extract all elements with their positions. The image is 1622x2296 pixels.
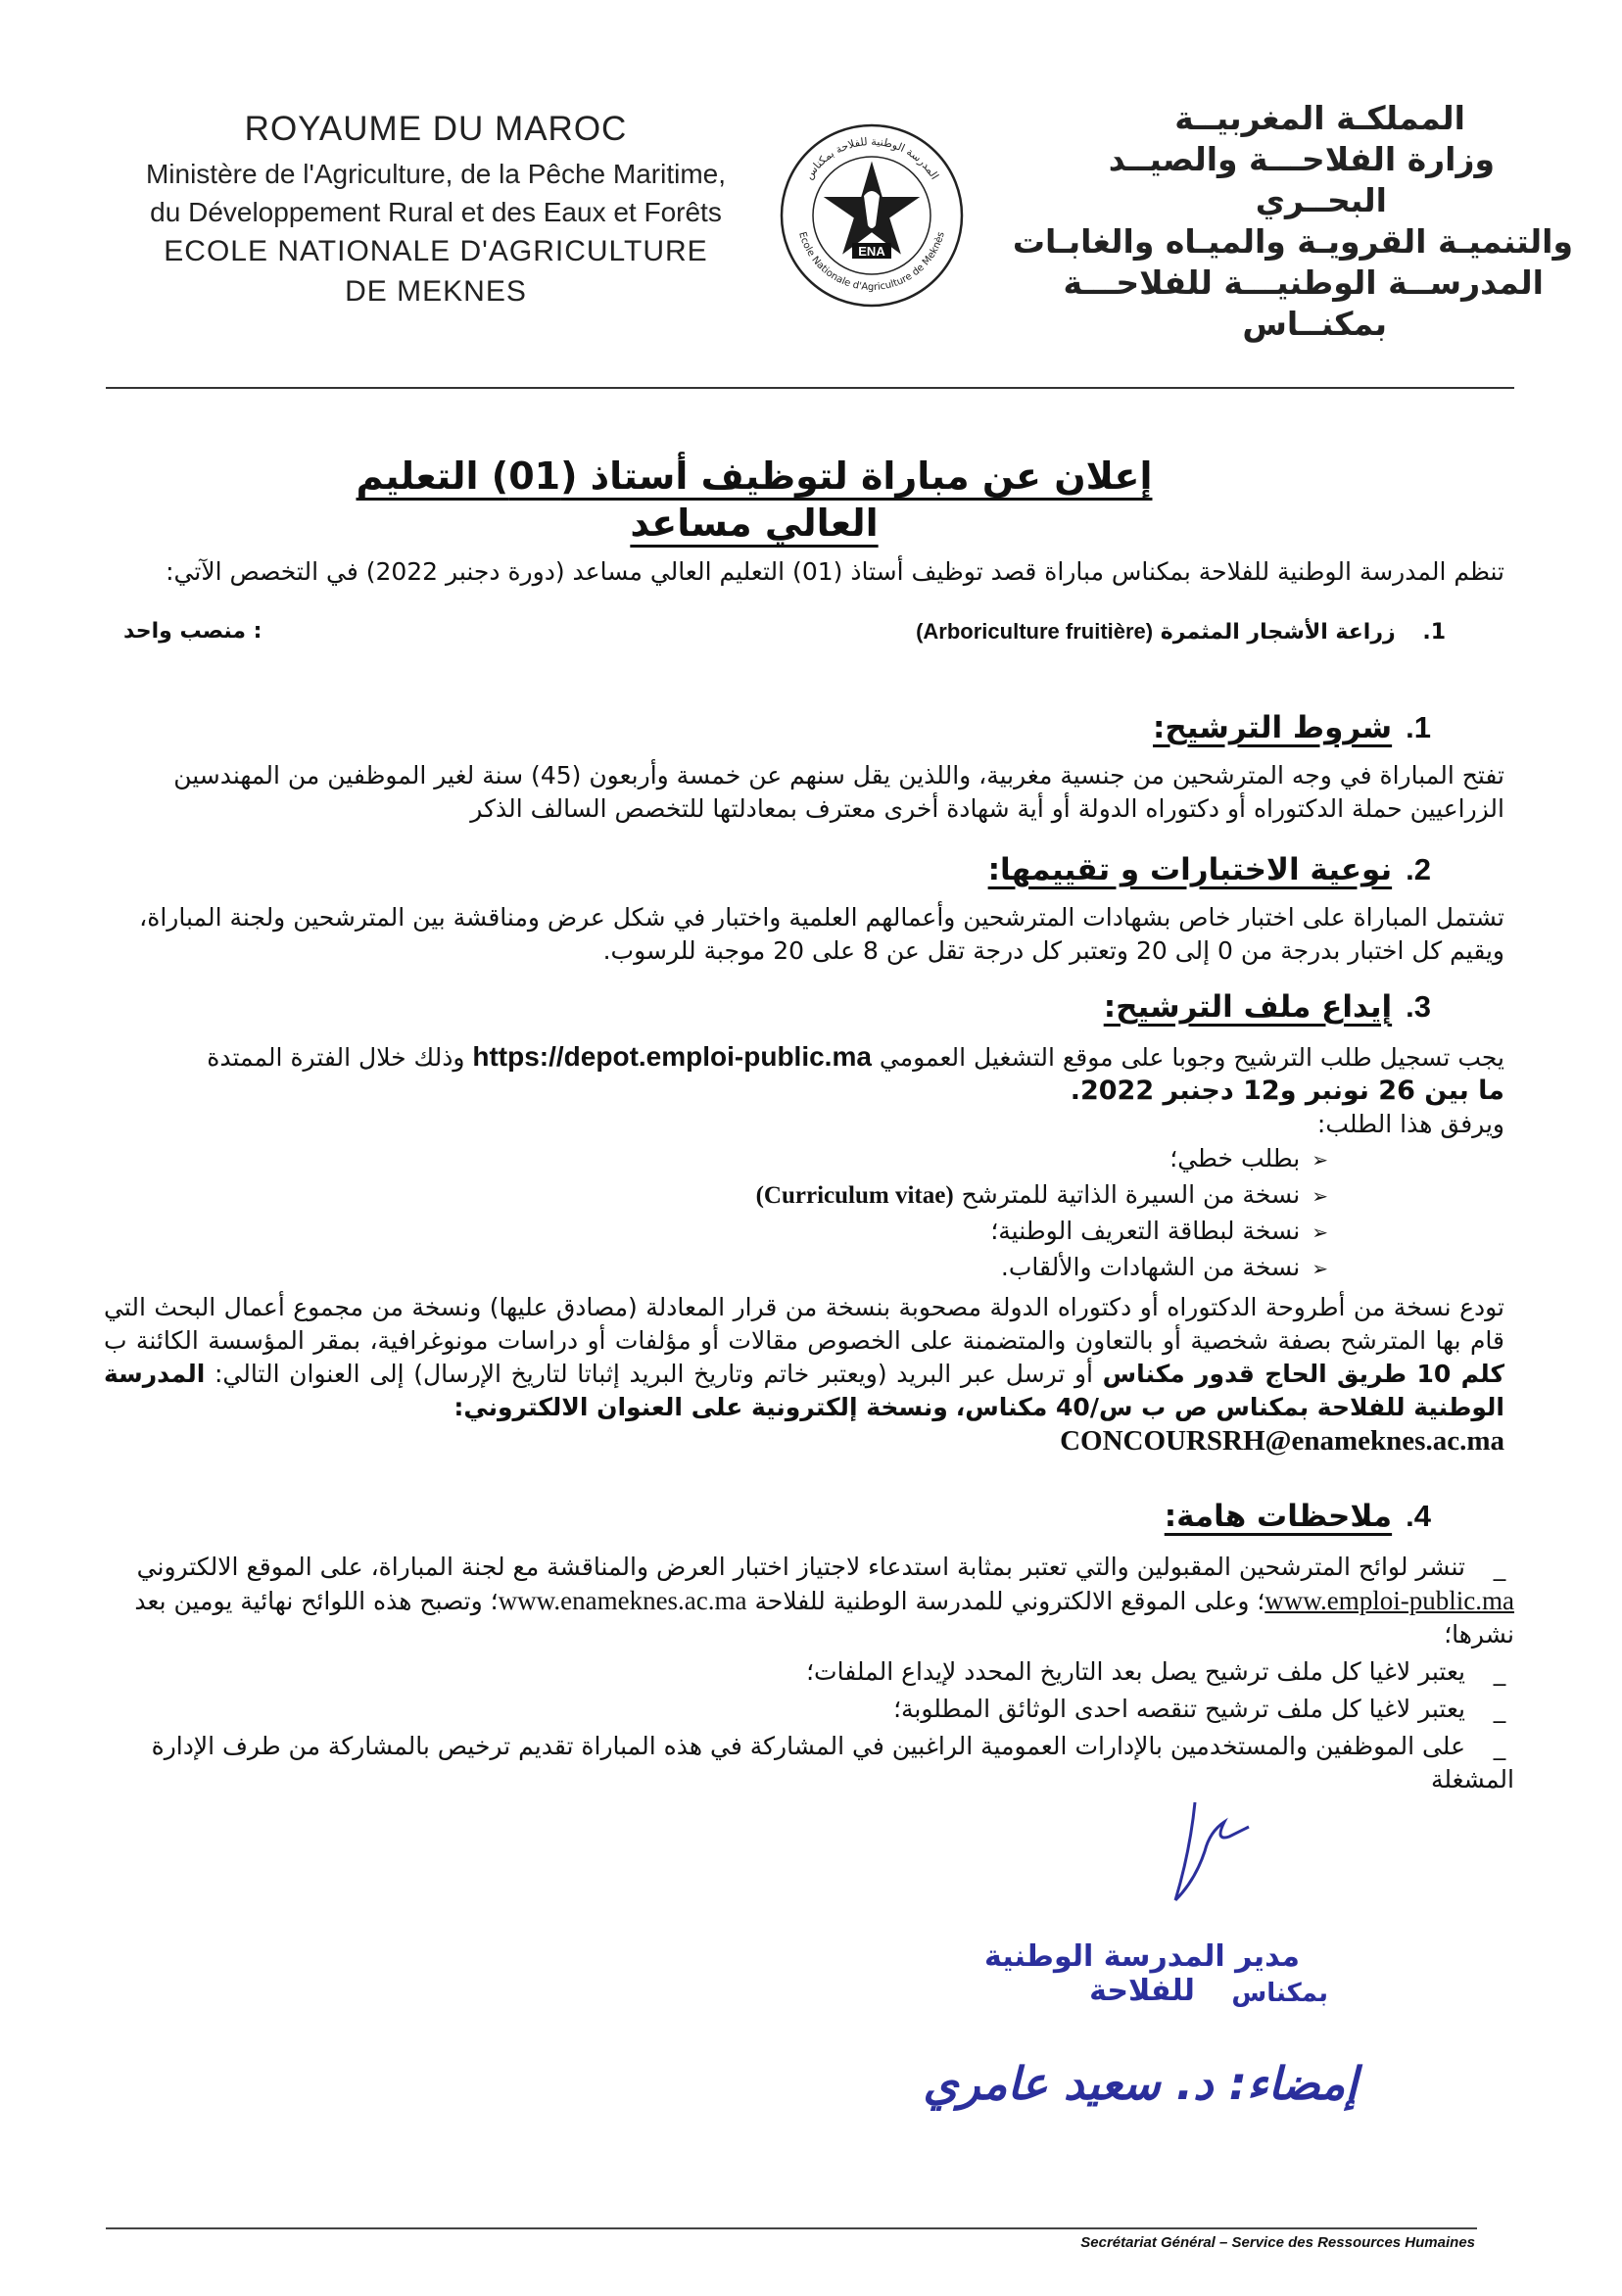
section-3-number: 3. [1406, 989, 1431, 1024]
specialty-name-fr: (Arboriculture fruitière) [916, 619, 1154, 644]
list-item: _يعتبر لاغيا كل ملف ترشيح يصل بعد التاريخ المحدد لإيداع الملفات؛ [104, 1655, 1514, 1689]
school-ar-line2: بمكنــاس [1242, 305, 1387, 343]
ministry-fr-line2: du Développement Rural et des Eaux et Forêts [150, 197, 722, 227]
list-item: _على الموظفين والمستخدمين بالإدارات العمومية الراغبين في المشاركة في هذه المباراة تقديم ترخيص بالمشاركة من طرف الإدارة المشغلة [151, 1732, 1514, 1794]
specialty-number: 1. [1422, 620, 1446, 645]
section-2-title: نوعية الاختبارات و تقييمها: [987, 852, 1393, 887]
section-2-heading [988, 852, 1431, 887]
ena-seal-icon [774, 118, 970, 313]
application-period: ما بين 26 نونبر و12 دجنبر 2022. [1070, 1076, 1504, 1106]
section-3-body-b: وذلك خلال الفترة الممتدة [207, 1043, 465, 1072]
section-3-heading [1104, 989, 1431, 1025]
logo-abbr: ENA [858, 244, 885, 259]
ministry-ar-line2: البحــري [1255, 181, 1387, 219]
school-fr-line1: ECOLE NATIONALE D'AGRICULTURE [164, 235, 708, 267]
header-divider [106, 387, 1514, 389]
deposit-paragraph [104, 1291, 1504, 1459]
footer-divider [106, 2227, 1477, 2229]
deposit-text-2: أو ترسل عبر البريد (ويعتبر خاتم وتاريخ البريد إثباتا لتاريخ الإرسال) إلى العنوان التالي: [214, 1360, 1093, 1388]
svg-text:Ecole Nationale d'Agriculture: Ecole Nationale d'Agriculture de Meknès [796, 230, 947, 294]
signature-scribble-icon [1156, 1793, 1273, 1920]
section-3-body-a: يجب تسجيل طلب الترشيح وجوبا على موقع التشغيل العمومي [879, 1043, 1504, 1072]
ena-logo [774, 118, 970, 313]
ministry-ar-line3: والتنميـة القرويـة والميـاه والغابـات [1012, 222, 1573, 261]
attach-intro: ويرفق هذا الطلب: [1316, 1110, 1504, 1138]
list-item: ➢ بطلب خطي؛ [447, 1141, 1328, 1177]
list-item: _يعتبر لاغيا كل ملف ترشيح تنقصه احدى الوثائق المطلوبة؛ [104, 1693, 1514, 1726]
stamp-line2: بمكناس [1231, 1979, 1328, 2008]
list-item: ➢ نسخة من الشهادات والألقاب. [447, 1250, 1328, 1286]
footer-part2: Service des Ressources Humaines [1231, 2234, 1475, 2251]
attachments-list [447, 1141, 1328, 1286]
postal-address: المدرسة الوطنية للفلاحة بمكناس ص ب س/40 مكناس، [104, 1360, 1504, 1421]
contact-email[interactable]: CONCOURSRH@enameknes.ac.ma [1060, 1425, 1504, 1457]
footer-part1: Secrétariat Général [1080, 2234, 1216, 2251]
section-4-heading [1165, 1499, 1431, 1534]
signature-name: إمضاء: د. سعيد عامري [923, 2057, 1358, 2110]
section-1-body: تفتح المباراة في وجه المترشحين من جنسية مغربية، واللذين يقل سنهم عن خمسة وأربعون (45) سنة لغير الموظفين من المهندسين الزراعيين حملة الدكتوراه أو دكتوراه الدولة أو أية شهادة أخرى معترف بمعادلتها للتخصص السالف الذكر [173, 761, 1504, 823]
dash-icon: _ [1493, 1657, 1506, 1686]
section-3-body [104, 1040, 1504, 1141]
email-intro: ونسخة إلكترونية على العنوان الالكتروني: [453, 1393, 948, 1421]
section-1-number: 1. [1406, 710, 1431, 744]
deposit-text-1: تودع نسخة من أطروحة الدكتوراه أو دكتوراه الدولة مصحوبة بنسخة من قرار المعادلة (مصادق عليها) ونسخة من مجموع أعمال البحث التي قام بها المترشح بصفة شخصية أو بالتعاون والمتضمنة على الخصوص مقالات أو مؤلفات أو دراسات مونوغرافية، بمقر المؤسسة الكائنة ب [104, 1293, 1504, 1355]
specialty-row [123, 619, 1446, 645]
intro-text: تنظم المدرسة الوطنية للفلاحة بمكناس مباراة قصد توظيف أستاذ (01) التعليم العالي مساعد (دورة دجنبر 2022) في التخصص الآتي: [166, 557, 1504, 586]
notes-list [104, 1551, 1514, 1796]
section-1-title: شروط الترشيح: [1153, 710, 1393, 745]
emploi-public-link[interactable]: www.emploi-public.ma [1264, 1586, 1514, 1615]
section-4-title: ملاحظات هامة: [1164, 1499, 1393, 1534]
stamp-line1: مدير المدرسة الوطنية للفلاحة [984, 1939, 1300, 2008]
footer-sep: – [1215, 2234, 1232, 2251]
footer [1080, 2234, 1475, 2251]
ministry-fr-line1: Ministère de l'Agriculture, de la Pêche Maritime, [145, 159, 727, 189]
section-2-number: 2. [1406, 852, 1431, 886]
dash-icon: _ [1493, 1553, 1506, 1581]
depot-url[interactable]: https://depot.emploi-public.ma [472, 1041, 872, 1072]
section-3-title: إيداع ملف الترشيح: [1103, 989, 1393, 1025]
header-french [103, 110, 769, 311]
section-4-number: 4. [1406, 1499, 1431, 1533]
enameknes-link[interactable]: www.enameknes.ac.ma [498, 1586, 747, 1615]
specialty-name-ar: زراعة الأشجار المثمرة [1160, 620, 1396, 645]
ministry-ar-line1: وزارة الفلاحـــة والصيــد [1108, 140, 1495, 178]
section-1-heading [1153, 710, 1431, 745]
svg-text:المدرسة الوطنية للفلاحة بمكناس: المدرسة الوطنية للفلاحة بمكناس [802, 134, 941, 182]
kingdom-ar: المملكـة المغربيــة [1174, 99, 1465, 137]
cv-label: (Curriculum vitae) [755, 1182, 954, 1209]
page-title: إعلان عن مباراة لتوظيف أستاذ (01) التعليم العالي مساعد [356, 454, 1153, 545]
list-item: ➢ نسخة لبطاقة التعريف الوطنية؛ [447, 1214, 1328, 1250]
kingdom-fr: ROYAUME DU MAROC [244, 110, 628, 148]
specialty-posts: : منصب واحد [123, 619, 262, 644]
section-2-body: تشتمل المباراة على اختبار خاص بشهادات المترشحين وأعمالهم العلمية واختبار في شكل عرض ومناقشة بين المترشحين ولجنة المباراة، ويقيم كل اختبار بدرجة من 0 إلى 20 وتعتبر كل درجة تقل عن 8 على 20 موجبة للرسوب. [139, 903, 1504, 965]
header-arabic [976, 98, 1573, 345]
school-ar-line1: المدرســة الوطنيـــة للفلاحـــة [1063, 263, 1544, 302]
list-item: ➢ نسخة من السيرة الذاتية للمترشح (Curriculum vitae) [447, 1177, 1328, 1214]
school-fr-line2: DE MEKNES [345, 275, 527, 308]
deposit-address: كلم 10 طريق الحاج قدور مكناس [1102, 1360, 1504, 1388]
dash-icon: _ [1493, 1695, 1506, 1723]
dash-icon: _ [1493, 1732, 1506, 1760]
list-item: _تنشر لوائح المترشحين المقبولين والتي تعتبر بمثابة استدعاء لاجتياز اختبار العرض والمناقشة مع لجنة المباراة، على الموقع الالكتروني www.emploi-public.ma؛ وعلى الموقع الالكتروني للمدرسة الوطنية للفلاحة www.enameknes.ac.ma؛ وتصبح هذه اللوائح نهائية يومين بعد نشرها؛ [134, 1553, 1514, 1649]
